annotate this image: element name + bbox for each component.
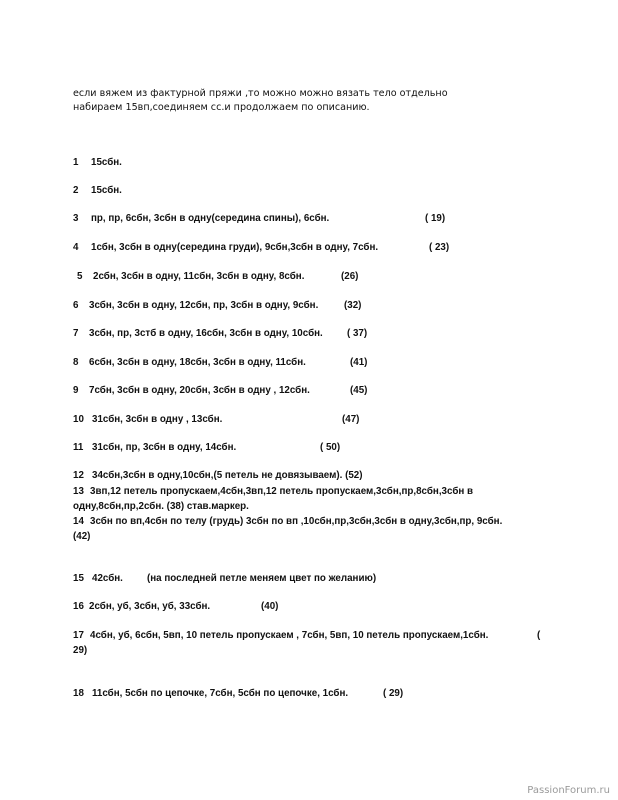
row-number: 7 xyxy=(73,328,79,339)
row-count: ( 29) xyxy=(383,688,404,699)
row-text: 7сбн, 3сбн в одну, 20сбн, 3сбн в одну , 12сбн. xyxy=(89,385,310,396)
row-number: 8 xyxy=(73,357,79,368)
row-text: 11сбн, 5сбн по цепочке, 7сбн, 5сбн по цепочке, 1сбн. xyxy=(92,688,349,699)
row-number: 10 xyxy=(73,414,84,425)
row-number: 4 xyxy=(73,242,79,253)
row-number: 9 xyxy=(73,385,79,396)
watermark: PassionForum.ru xyxy=(527,785,610,796)
row-text: 3сбн, пр, 3стб в одну, 16сбн, 3сбн в одну, 10сбн. xyxy=(89,328,323,339)
row-text: 2сбн, 3сбн в одну, 11сбн, 3сбн в одну, 8сбн. xyxy=(93,271,305,282)
row-number: 17 xyxy=(73,630,84,641)
row-text: 15сбн. xyxy=(91,185,122,196)
row-text: 2сбн, уб, 3сбн, уб, 33сбн. xyxy=(89,601,211,612)
row-count: (32) xyxy=(344,300,362,311)
row-number: 11 xyxy=(73,442,84,453)
row-number: 6 xyxy=(73,300,79,311)
row-text: 6сбн, 3сбн в одну, 18сбн, 3сбн в одну, 11сбн. xyxy=(89,357,306,368)
intro-line-2: набираем 15вп,соединяем сс.и продолжаем по описанию. xyxy=(73,102,370,113)
row-number: 2 xyxy=(73,185,79,196)
intro-line-1: если вяжем из фактурной пряжи ,то можно можно вязать тело отдельно xyxy=(73,88,448,99)
row-text-continued: одну,8сбн,пр,2сбн. (38) став.маркер. xyxy=(73,501,249,512)
row-count: ( 23) xyxy=(429,242,450,253)
row-text-continued: (42) xyxy=(73,531,91,542)
row-number: 12 xyxy=(73,470,84,481)
row-text: 3сбн по вп,4сбн по телу (грудь) 3сбн по вп ,10сбн,пр,3сбн,3сбн в одну,3сбн,пр, 9сбн. xyxy=(90,516,503,527)
row-count: (47) xyxy=(342,414,360,425)
row-text: 31сбн, 3сбн в одну , 13сбн. xyxy=(92,414,223,425)
row-text: 34сбн,3сбн в одну,10сбн,(5 петель не довязываем). (52) xyxy=(92,470,363,481)
row-text: 31сбн, пр, 3сбн в одну, 14сбн. xyxy=(92,442,237,453)
row-count: ( xyxy=(537,630,541,641)
row-count: ( 37) xyxy=(347,328,368,339)
row-text: 15сбн. xyxy=(91,157,122,168)
row-number: 16 xyxy=(73,601,84,612)
row-text-continued: 29) xyxy=(73,645,88,656)
row-text: 1сбн, 3сбн в одну(середина груди), 9сбн,3сбн в одну, 7сбн. xyxy=(91,242,379,253)
row-number: 5 xyxy=(77,271,83,282)
row-count: (40) xyxy=(261,601,279,612)
row-text: 3сбн, 3сбн в одну, 12сбн, пр, 3сбн в одну, 9сбн. xyxy=(89,300,319,311)
row-text: 4сбн, уб, 6сбн, 5вп, 10 петель пропускаем , 7сбн, 5вп, 10 петель пропускаем,1сбн. xyxy=(90,630,489,641)
row-number: 1 xyxy=(73,157,79,168)
row-text: 3вп,12 петель пропускаем,4сбн,3вп,12 петель пропускаем,3сбн,пр,8сбн,3сбн в xyxy=(90,486,474,497)
row-number: 18 xyxy=(73,688,84,699)
row-text: пр, пр, 6сбн, 3сбн в одну(середина спины), 6сбн. xyxy=(91,213,330,224)
row-number: 13 xyxy=(73,486,84,497)
row-count: ( 50) xyxy=(320,442,341,453)
row-count: (45) xyxy=(350,385,368,396)
row-number: 3 xyxy=(73,213,79,224)
row-number: 15 xyxy=(73,573,84,584)
row-count: (41) xyxy=(350,357,368,368)
row-count: ( 19) xyxy=(425,213,446,224)
row-count: (26) xyxy=(341,271,359,282)
row-note: (на последней петле меняем цвет по желанию) xyxy=(147,573,377,584)
row-text: 42сбн. xyxy=(92,573,123,584)
row-number: 14 xyxy=(73,516,84,527)
